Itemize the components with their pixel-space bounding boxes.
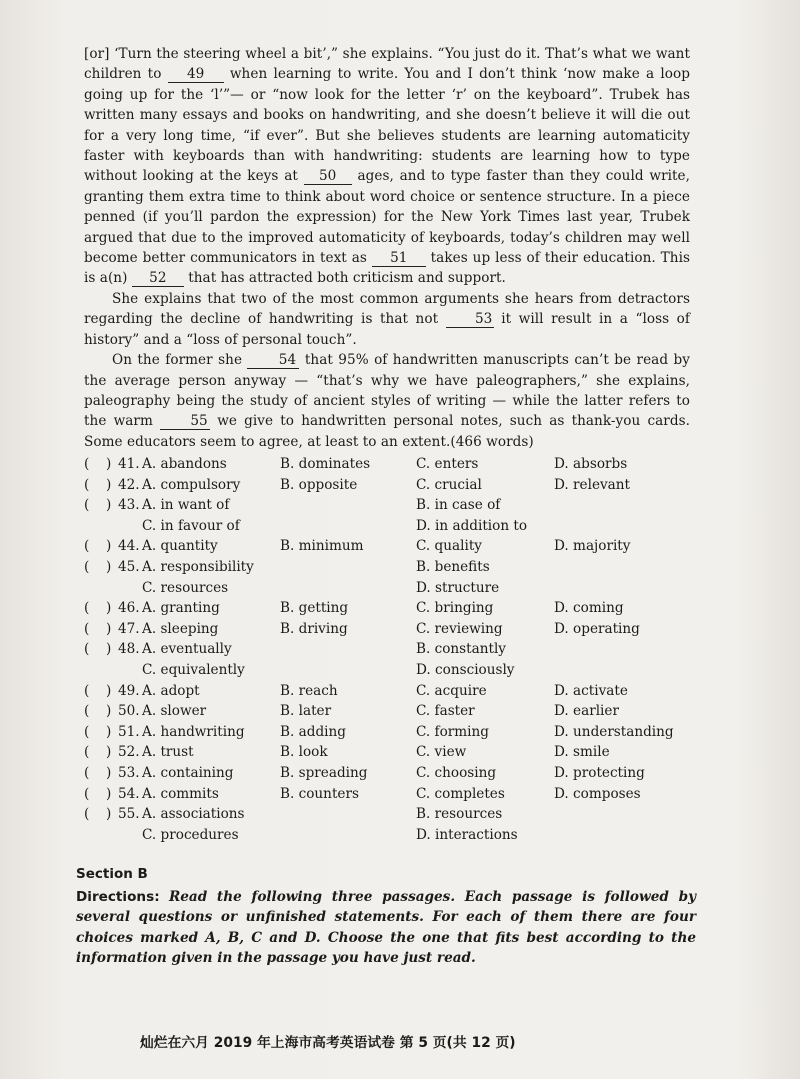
option-b: B. adding [280, 723, 346, 740]
question-number: 47. [118, 620, 140, 637]
option-d: D. composes [554, 785, 641, 802]
question-number: 44. [118, 538, 140, 555]
blank-55: 55 [160, 413, 210, 430]
answer-paren-open: ( [84, 558, 90, 575]
answer-paren-close: ) [106, 456, 112, 472]
directions-text: Read the following three passages. Each passage is followed by several questions or unfinished statements. For each of them there are four choices marked A, B, C and D. Choose the one that fits best according to the information given in the passage you have just read. [76, 889, 696, 967]
question-row [84, 683, 690, 704]
answer-paren-close: ) [106, 538, 112, 555]
answer-paren-close: ) [106, 476, 112, 493]
option-c: C. crucial [416, 476, 482, 493]
option-c: C. forming [416, 723, 489, 740]
option-b: B. opposite [280, 476, 358, 493]
question-number: 42. [118, 476, 140, 493]
cloze-passage [84, 44, 690, 452]
answer-paren-close: ) [106, 744, 112, 761]
option-c: C. completes [416, 785, 505, 802]
answer-paren-close: ) [106, 785, 112, 802]
question-number: 48. [118, 641, 140, 658]
paragraph-3 [84, 350, 690, 452]
question-options [84, 456, 690, 847]
answer-paren-close: ) [106, 703, 112, 720]
option-d: D. operating [554, 620, 640, 637]
text: On the former she [112, 352, 243, 369]
blank-52: 52 [132, 270, 184, 287]
option-a: A. associations [142, 806, 245, 823]
question-row-continued [84, 580, 690, 601]
question-number: 49. [118, 682, 140, 699]
option-c: C. bringing [416, 600, 494, 617]
question-row [84, 477, 690, 498]
option-b: B. reach [280, 682, 338, 699]
option-a: A. commits [142, 785, 219, 802]
option-a: A. granting [142, 600, 220, 617]
blank-53: 53 [446, 311, 494, 328]
text: [or] ‘Turn the steering wheel a bit’,” she explains. “You just do it. That’s what we want children to [84, 46, 690, 83]
option-a: A. containing [142, 764, 234, 781]
paragraph-1 [84, 44, 690, 289]
text: when learning to write. You and I don’t think ‘now make a loop going up for the ‘l’”— or “now look for the letter ‘r’ on the keyboard”. Trubek has written many essays and books on handwriting, and she doesn’t believe it will die out for a very long time, “if ever”. But she believes students are learning automaticity faster with keyboards than with handwriting: students are learning how to type without looking at the keys at [84, 66, 690, 185]
text: that has attracted both criticism and support. [188, 270, 506, 287]
question-number: 51. [118, 723, 140, 740]
question-row [84, 703, 690, 724]
option-d: D. absorbs [554, 456, 628, 472]
option-c: C. enters [416, 456, 479, 472]
option-c: C. reviewing [416, 620, 503, 637]
option-a: A. eventually [142, 641, 232, 658]
option-d: D. smile [554, 744, 610, 761]
option-d: D. understanding [554, 723, 674, 740]
blank-54: 54 [247, 352, 299, 369]
option-d: D. consciously [416, 661, 515, 678]
option-c: C. acquire [416, 682, 487, 699]
question-row [84, 538, 690, 559]
question-row [84, 559, 690, 580]
option-c: C. faster [416, 703, 475, 720]
option-d: D. protecting [554, 764, 645, 781]
option-b: B. dominates [280, 456, 371, 472]
answer-paren-close: ) [106, 558, 112, 575]
text: She explains that two of the most common arguments she hears from detractors regarding the decline of handwriting is that not [84, 290, 690, 328]
option-a: A. abandons [142, 456, 227, 472]
text: we give to handwritten personal notes, such as thank-you cards. Some educators seem to agree, at least to an extent.(466 words) [84, 413, 690, 450]
option-d: D. interactions [416, 826, 518, 843]
question-row [84, 806, 690, 827]
text: takes up less of their education. This is a(n) [84, 250, 690, 287]
option-a: A. handwriting [142, 723, 245, 740]
blank-51: 51 [372, 250, 426, 267]
option-c: C. quality [416, 538, 482, 555]
option-b: B. in case of [416, 497, 501, 514]
answer-paren-close: ) [106, 806, 112, 823]
question-number: 50. [118, 703, 140, 720]
directions [76, 887, 696, 969]
question-row [84, 641, 690, 662]
option-a: A. quantity [142, 538, 218, 555]
section-b [76, 866, 696, 969]
answer-paren-close: ) [106, 764, 112, 781]
option-d: D. structure [416, 579, 500, 596]
question-number: 46. [118, 600, 140, 617]
question-row-continued [84, 827, 690, 848]
option-d: D. earlier [554, 703, 619, 720]
question-number: 41. [118, 456, 140, 472]
answer-paren-open: ( [84, 785, 90, 802]
question-row-continued [84, 518, 690, 539]
option-a: A. adopt [142, 682, 200, 699]
text: ages, and to type faster than they could write, granting them extra time to think about word choice or sentence structure. In a piece penned (if you’ll pardon the expression) for the New York Times last year, Trubek argued that due to the improved automaticity of keyboards, today’s children may well become better communicators in text as [84, 168, 690, 267]
answer-paren-close: ) [106, 682, 112, 699]
question-row [84, 621, 690, 642]
answer-paren-open: ( [84, 456, 90, 472]
option-c: C. resources [142, 579, 229, 596]
question-number: 55. [118, 806, 140, 823]
option-c: C. view [416, 744, 467, 761]
answer-paren-open: ( [84, 641, 90, 658]
question-number: 54. [118, 785, 140, 802]
option-b: B. resources [416, 806, 503, 823]
option-b: B. driving [280, 620, 348, 637]
answer-paren-open: ( [84, 620, 90, 637]
option-a: A. responsibility [142, 558, 254, 575]
question-number: 53. [118, 764, 140, 781]
option-b: B. minimum [280, 538, 364, 555]
paragraph-2 [84, 289, 690, 350]
option-c: C. in favour of [142, 517, 240, 534]
option-d: D. in addition to [416, 517, 528, 534]
answer-paren-close: ) [106, 723, 112, 740]
question-row [84, 600, 690, 621]
option-d: D. activate [554, 682, 628, 699]
question-row [84, 744, 690, 765]
blank-49: 49 [168, 66, 224, 83]
answer-paren-open: ( [84, 600, 90, 617]
question-row [84, 724, 690, 745]
answer-paren-open: ( [84, 806, 90, 823]
page-footer: 灿烂在六月 2019 年上海市高考英语试卷 第 5 页(共 12 页) [140, 1035, 516, 1051]
blank-50: 50 [304, 168, 352, 185]
answer-paren-close: ) [106, 600, 112, 617]
option-c: C. equivalently [142, 661, 245, 678]
option-a: A. compulsory [142, 476, 241, 493]
answer-paren-close: ) [106, 497, 112, 514]
option-b: B. look [280, 744, 328, 761]
answer-paren-open: ( [84, 744, 90, 761]
answer-paren-close: ) [106, 620, 112, 637]
option-b: B. getting [280, 600, 349, 617]
question-row-continued [84, 662, 690, 683]
option-a: A. trust [142, 744, 194, 761]
question-number: 45. [118, 558, 140, 575]
option-a: A. in want of [142, 497, 230, 514]
option-a: A. sleeping [142, 620, 219, 637]
answer-paren-open: ( [84, 682, 90, 699]
question-row [84, 456, 690, 477]
question-row [84, 497, 690, 518]
option-a: A. slower [142, 703, 207, 720]
question-number: 43. [118, 497, 140, 514]
question-row [84, 786, 690, 807]
option-c: C. choosing [416, 764, 497, 781]
answer-paren-close: ) [106, 641, 112, 658]
question-number: 52. [118, 744, 140, 761]
option-c: C. procedures [142, 826, 239, 843]
option-b: B. counters [280, 785, 359, 802]
question-row [84, 765, 690, 786]
option-d: D. coming [554, 600, 624, 617]
option-b: B. benefits [416, 558, 490, 575]
answer-paren-open: ( [84, 538, 90, 555]
option-b: B. later [280, 703, 332, 720]
text: it will result in a “loss of history” and a “loss of personal touch”. [84, 311, 690, 348]
option-d: D. relevant [554, 476, 630, 493]
answer-paren-open: ( [84, 703, 90, 720]
answer-paren-open: ( [84, 476, 90, 493]
text: that 95% of handwritten manuscripts can’t be read by the average person anyway — “that’s why we have paleographers,” she explains, paleography being the study of ancient styles of writing — while the latter refers to the warm [84, 352, 690, 430]
answer-paren-open: ( [84, 497, 90, 514]
answer-paren-open: ( [84, 764, 90, 781]
directions-label: Directions: [76, 889, 160, 905]
option-b: B. constantly [416, 641, 506, 658]
section-title: Section B [76, 866, 148, 882]
option-b: B. spreading [280, 764, 368, 781]
answer-paren-open: ( [84, 723, 90, 740]
option-d: D. majority [554, 538, 631, 555]
